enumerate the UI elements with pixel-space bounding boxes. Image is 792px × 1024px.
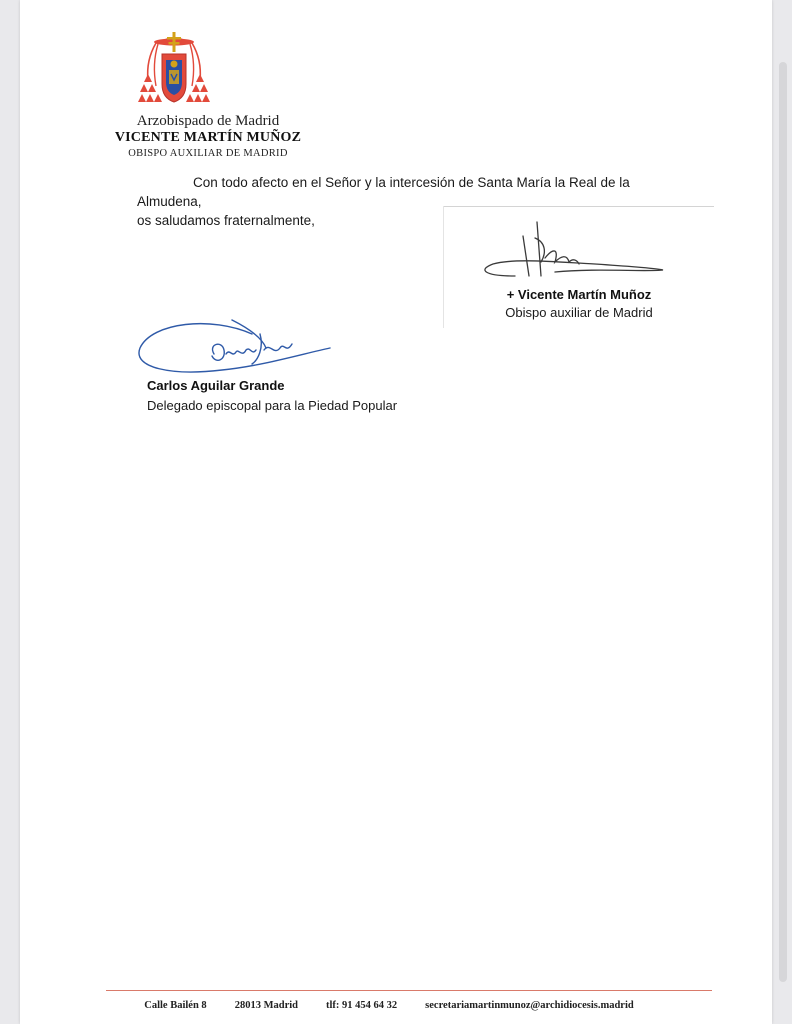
episcopal-coat-of-arms-icon	[136, 30, 212, 110]
body-line-1: Con todo afecto en el Señor y la intercesión de Santa María la Real de la	[193, 175, 630, 190]
body-line-3: os saludamos fraternalmente,	[137, 213, 315, 228]
signature-vicente-martin-munoz	[475, 218, 670, 290]
signer-2-role: Delegado episcopal para la Piedad Popular	[147, 398, 398, 413]
bishop-name: VICENTE MARTÍN MUÑOZ	[114, 130, 302, 145]
bishop-title: OBISPO AUXILIAR DE MADRID	[128, 148, 288, 159]
signer-2-name: Carlos Aguilar Grande	[147, 378, 285, 393]
footer-address: Calle Bailén 8	[144, 1000, 207, 1011]
footer-rule	[106, 990, 712, 991]
organization-name: Arzobispado de Madrid	[136, 113, 280, 129]
document-page	[20, 0, 772, 1024]
footer-postal: 28013 Madrid	[234, 1000, 298, 1011]
signer-1-name: + Vicente Martín Muñoz	[506, 287, 652, 302]
footer-phone: tlf: 91 454 64 32	[325, 1000, 398, 1011]
signature-carlos-aguilar-grande	[132, 314, 336, 382]
footer	[86, 1000, 692, 1011]
signer-1-role: Obispo auxiliar de Madrid	[505, 305, 653, 320]
footer-email: secretariamartinmunoz@archidiocesis.madrid	[425, 1000, 634, 1011]
body-line-2: Almudena,	[137, 194, 202, 209]
vertical-scrollbar[interactable]	[779, 62, 787, 982]
signature-box-border-top	[444, 206, 714, 207]
